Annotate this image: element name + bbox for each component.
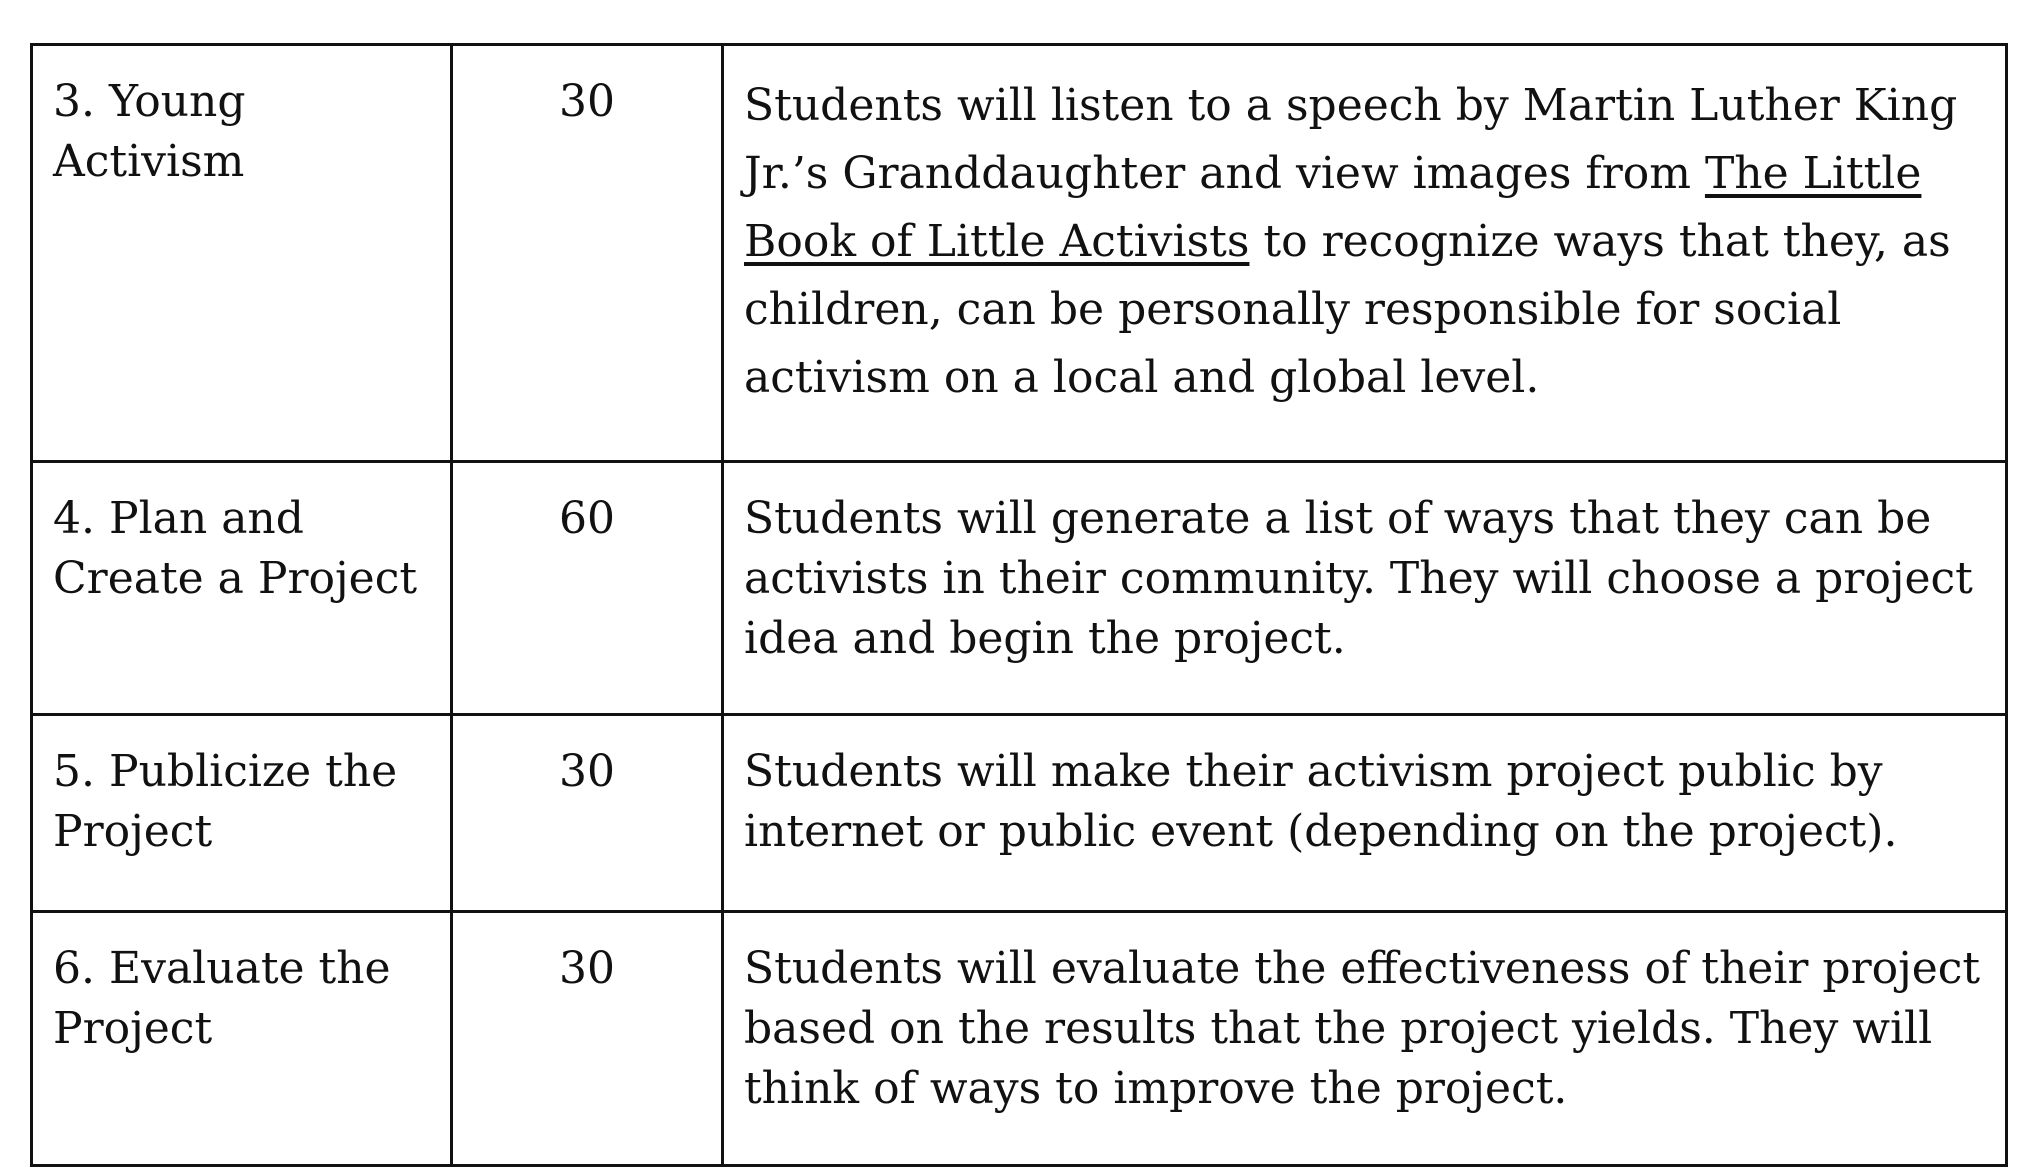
activity-minutes: 30 <box>452 715 723 912</box>
activity-description: Students will make their activism project public by internet or public event (depending on the project). <box>723 715 2007 912</box>
description-text: Students will listen to a speech by Martin Luther King Jr.’s Granddaughter and view images from <box>744 80 1958 199</box>
activity-name: 3. Young Activism <box>32 45 452 462</box>
table-row <box>32 912 2007 1166</box>
description-text: to recognize ways that they, as children, can be personally responsible for social activism on a local and global level. <box>744 216 1951 403</box>
table-row <box>32 715 2007 912</box>
book-title: The Little Book of Little Activists <box>744 148 1922 267</box>
activity-name: 5. Publicize the Project <box>32 715 452 912</box>
activity-minutes: 30 <box>452 912 723 1166</box>
activity-description <box>723 45 2007 462</box>
table-row <box>32 462 2007 715</box>
activity-name: 4. Plan and Create a Project <box>32 462 452 715</box>
activity-minutes: 60 <box>452 462 723 715</box>
activity-name: 6. Evaluate the Project <box>32 912 452 1166</box>
lesson-plan-table <box>30 43 2008 1167</box>
activity-description: Students will evaluate the effectiveness of their project based on the results that the project yields. They will think of ways to improve the project. <box>723 912 2007 1166</box>
activity-minutes: 30 <box>452 45 723 462</box>
table-row <box>32 45 2007 462</box>
activity-description: Students will generate a list of ways that they can be activists in their community. They will choose a project idea and begin the project. <box>723 462 2007 715</box>
